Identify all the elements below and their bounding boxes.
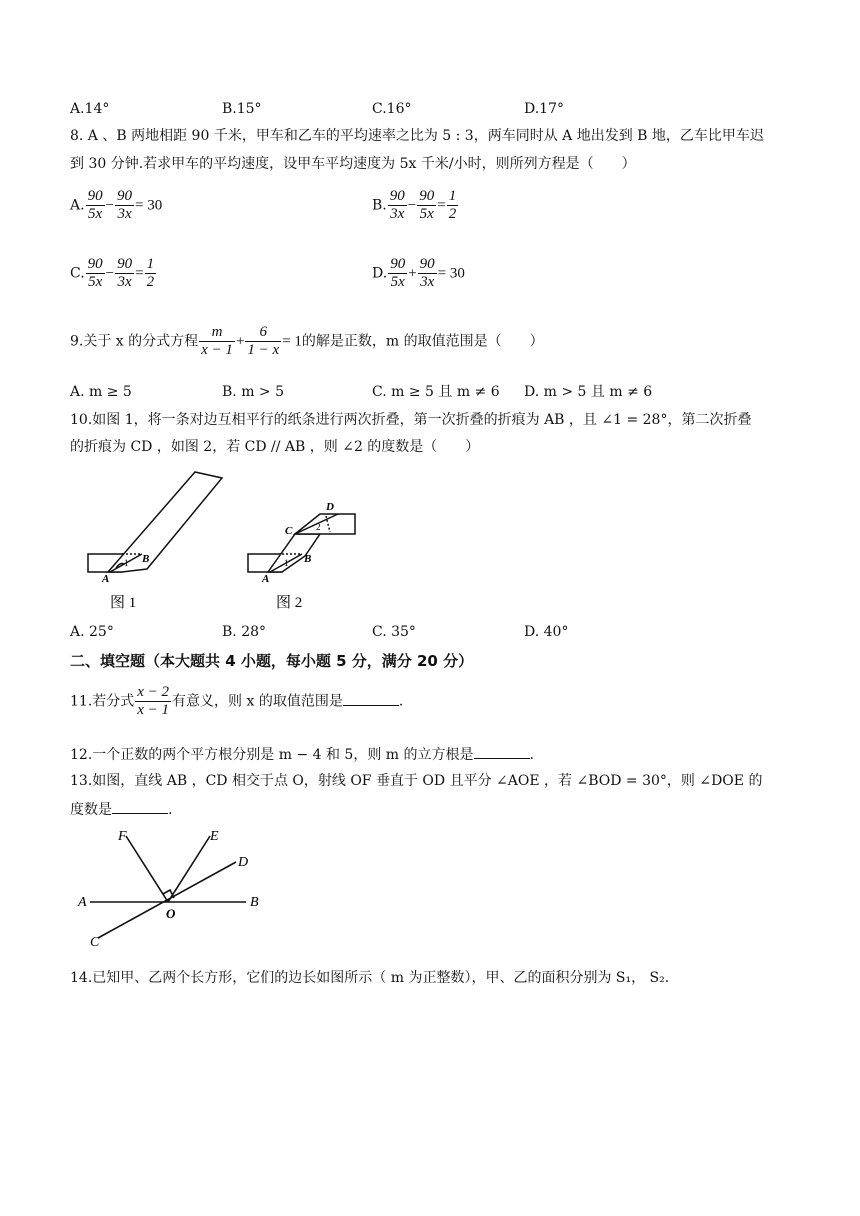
fraction: $\frac{90}{3x}$ — [389, 188, 405, 222]
label-d: D — [238, 855, 249, 870]
q7-option-b[interactable]: B.15° — [222, 101, 262, 117]
q9-option-d[interactable]: D. m > 5 且 m ≠ 6 — [524, 384, 653, 400]
q10-stem-line2: 的折痕为 CD ，如图 2，若 CD // AB ，则 ∠2 的度数是（ ） — [70, 439, 480, 455]
fraction: $\frac{90}{3x}$ — [419, 256, 435, 290]
fig2-label-a: A — [262, 573, 270, 585]
fraction: $\frac{6}{1 - x}$ — [247, 324, 280, 358]
figure-1 — [88, 472, 222, 572]
fig2-angle-2: 2 — [316, 522, 321, 532]
figure-2 — [248, 514, 355, 572]
fig2-label-b: B — [304, 553, 312, 565]
q12-stem: 12.一个正数的两个平方根分别是 m − 4 和 5，则 m 的立方根是 . — [70, 744, 534, 765]
q12-answer-blank[interactable] — [474, 744, 530, 759]
fraction: $\frac{m}{x - 1}$ — [201, 324, 233, 358]
q10-option-b[interactable]: B. 28° — [222, 624, 267, 640]
q14-stem: 14.已知甲、乙两个长方形，它们的边长如图所示（ m 为正整数），甲、乙的面积分别为 S₁， S₂. — [70, 970, 670, 986]
q8-stem-line2: 到 30 分钟.若求甲车的平均速度，设甲车平均速度为 5x 千米/小时，则所列方程是（ ） — [70, 156, 636, 172]
label-o: O — [166, 906, 176, 921]
fig2-caption: 图 2 — [276, 595, 303, 611]
q13-stem-line2: 度数是 . — [70, 799, 172, 820]
fraction: $\frac{1}{2}$ — [448, 188, 457, 222]
q8-option-c[interactable]: C. $\frac{90}{5x}$ − $\frac{90}{3x}$ = $\frac{1}{2}$ — [70, 256, 155, 290]
q9-stem: 9.关于 x 的分式方程 $\frac{m}{x - 1}$ + $\frac{6}{1 - x}$ = 1的解是正数，m 的取值范围是（ ） — [70, 324, 544, 358]
fraction: $\frac{90}{5x}$ — [87, 256, 103, 290]
q10-option-c[interactable]: C. 35° — [372, 624, 416, 640]
fig2-label-c: C — [285, 525, 293, 537]
fraction: $\frac{90}{3x}$ — [117, 188, 133, 222]
q8-option-b[interactable]: B. $\frac{90}{3x}$ − $\frac{90}{5x}$ = $\frac{1}{2}$ — [372, 188, 457, 222]
q10-stem-line1: 10.如图 1，将一条对边互相平行的纸条进行两次折叠，第一次折叠的折痕为 AB ，且 ∠1 = 28°，第二次折叠 — [70, 412, 752, 428]
fig2-label-d: D — [326, 501, 334, 513]
fig1-angle-1: 1 — [124, 558, 129, 568]
q11-stem: 11.若分式 $\frac{x - 2}{x - 1}$ 有意义，则 x 的取值范围是 . — [70, 684, 404, 718]
fraction: $\frac{90}{3x}$ — [117, 256, 133, 290]
fig1-label-b: B — [142, 553, 150, 565]
q7-option-d[interactable]: D.17° — [524, 101, 564, 117]
q8-option-a[interactable]: A. $\frac{90}{5x}$ − $\frac{90}{3x}$ = 30 — [70, 188, 163, 222]
q11-answer-blank[interactable] — [343, 691, 399, 706]
label-a: A — [78, 895, 87, 910]
q7-option-c[interactable]: C.16° — [372, 101, 412, 117]
q7-option-a[interactable]: A.14° — [70, 101, 110, 117]
label-e: E — [210, 829, 219, 844]
q10-figures — [80, 466, 380, 616]
q9-option-c[interactable]: C. m ≥ 5 且 m ≠ 6 — [372, 384, 500, 400]
q13-answer-blank[interactable] — [112, 799, 168, 814]
label-b: B — [250, 895, 259, 910]
label-c: C — [90, 935, 100, 950]
ray-oe — [168, 836, 210, 902]
fraction: $\frac{x - 2}{x - 1}$ — [137, 684, 170, 718]
q8-option-d[interactable]: D. $\frac{90}{5x}$ + $\frac{90}{3x}$ = 30 — [372, 256, 465, 290]
fraction: $\frac{1}{2}$ — [146, 256, 155, 290]
fraction: $\frac{90}{5x}$ — [87, 188, 103, 222]
q13-stem-line1: 13.如图，直线 AB ，CD 相交于点 O，射线 OF 垂直于 OD 且平分 ∠AOE ，若 ∠BOD = 30°，则 ∠DOE 的 — [70, 773, 763, 789]
fraction: $\frac{90}{5x}$ — [419, 188, 435, 222]
q9-option-b[interactable]: B. m > 5 — [222, 384, 285, 400]
q13-figure — [74, 824, 274, 950]
fig1-label-a: A — [102, 573, 110, 585]
fig1-caption: 图 1 — [110, 595, 137, 611]
q8-stem-line1: 8. A 、B 两地相距 90 千米，甲车和乙车的平均速率之比为 5 : 3，两车同时从 A 地出发到 B 地，乙车比甲车迟 — [70, 128, 764, 144]
q10-option-d[interactable]: D. 40° — [524, 624, 569, 640]
fig2-angle-1: 1 — [284, 558, 289, 568]
label-f: F — [118, 829, 127, 844]
q10-option-a[interactable]: A. 25° — [70, 624, 114, 640]
section-2-heading: 二、填空题（本大题共 4 小题，每小题 5 分，满分 20 分） — [70, 652, 474, 670]
fraction: $\frac{90}{5x}$ — [390, 256, 406, 290]
ray-of — [126, 836, 168, 902]
q9-option-a[interactable]: A. m ≥ 5 — [70, 384, 132, 400]
